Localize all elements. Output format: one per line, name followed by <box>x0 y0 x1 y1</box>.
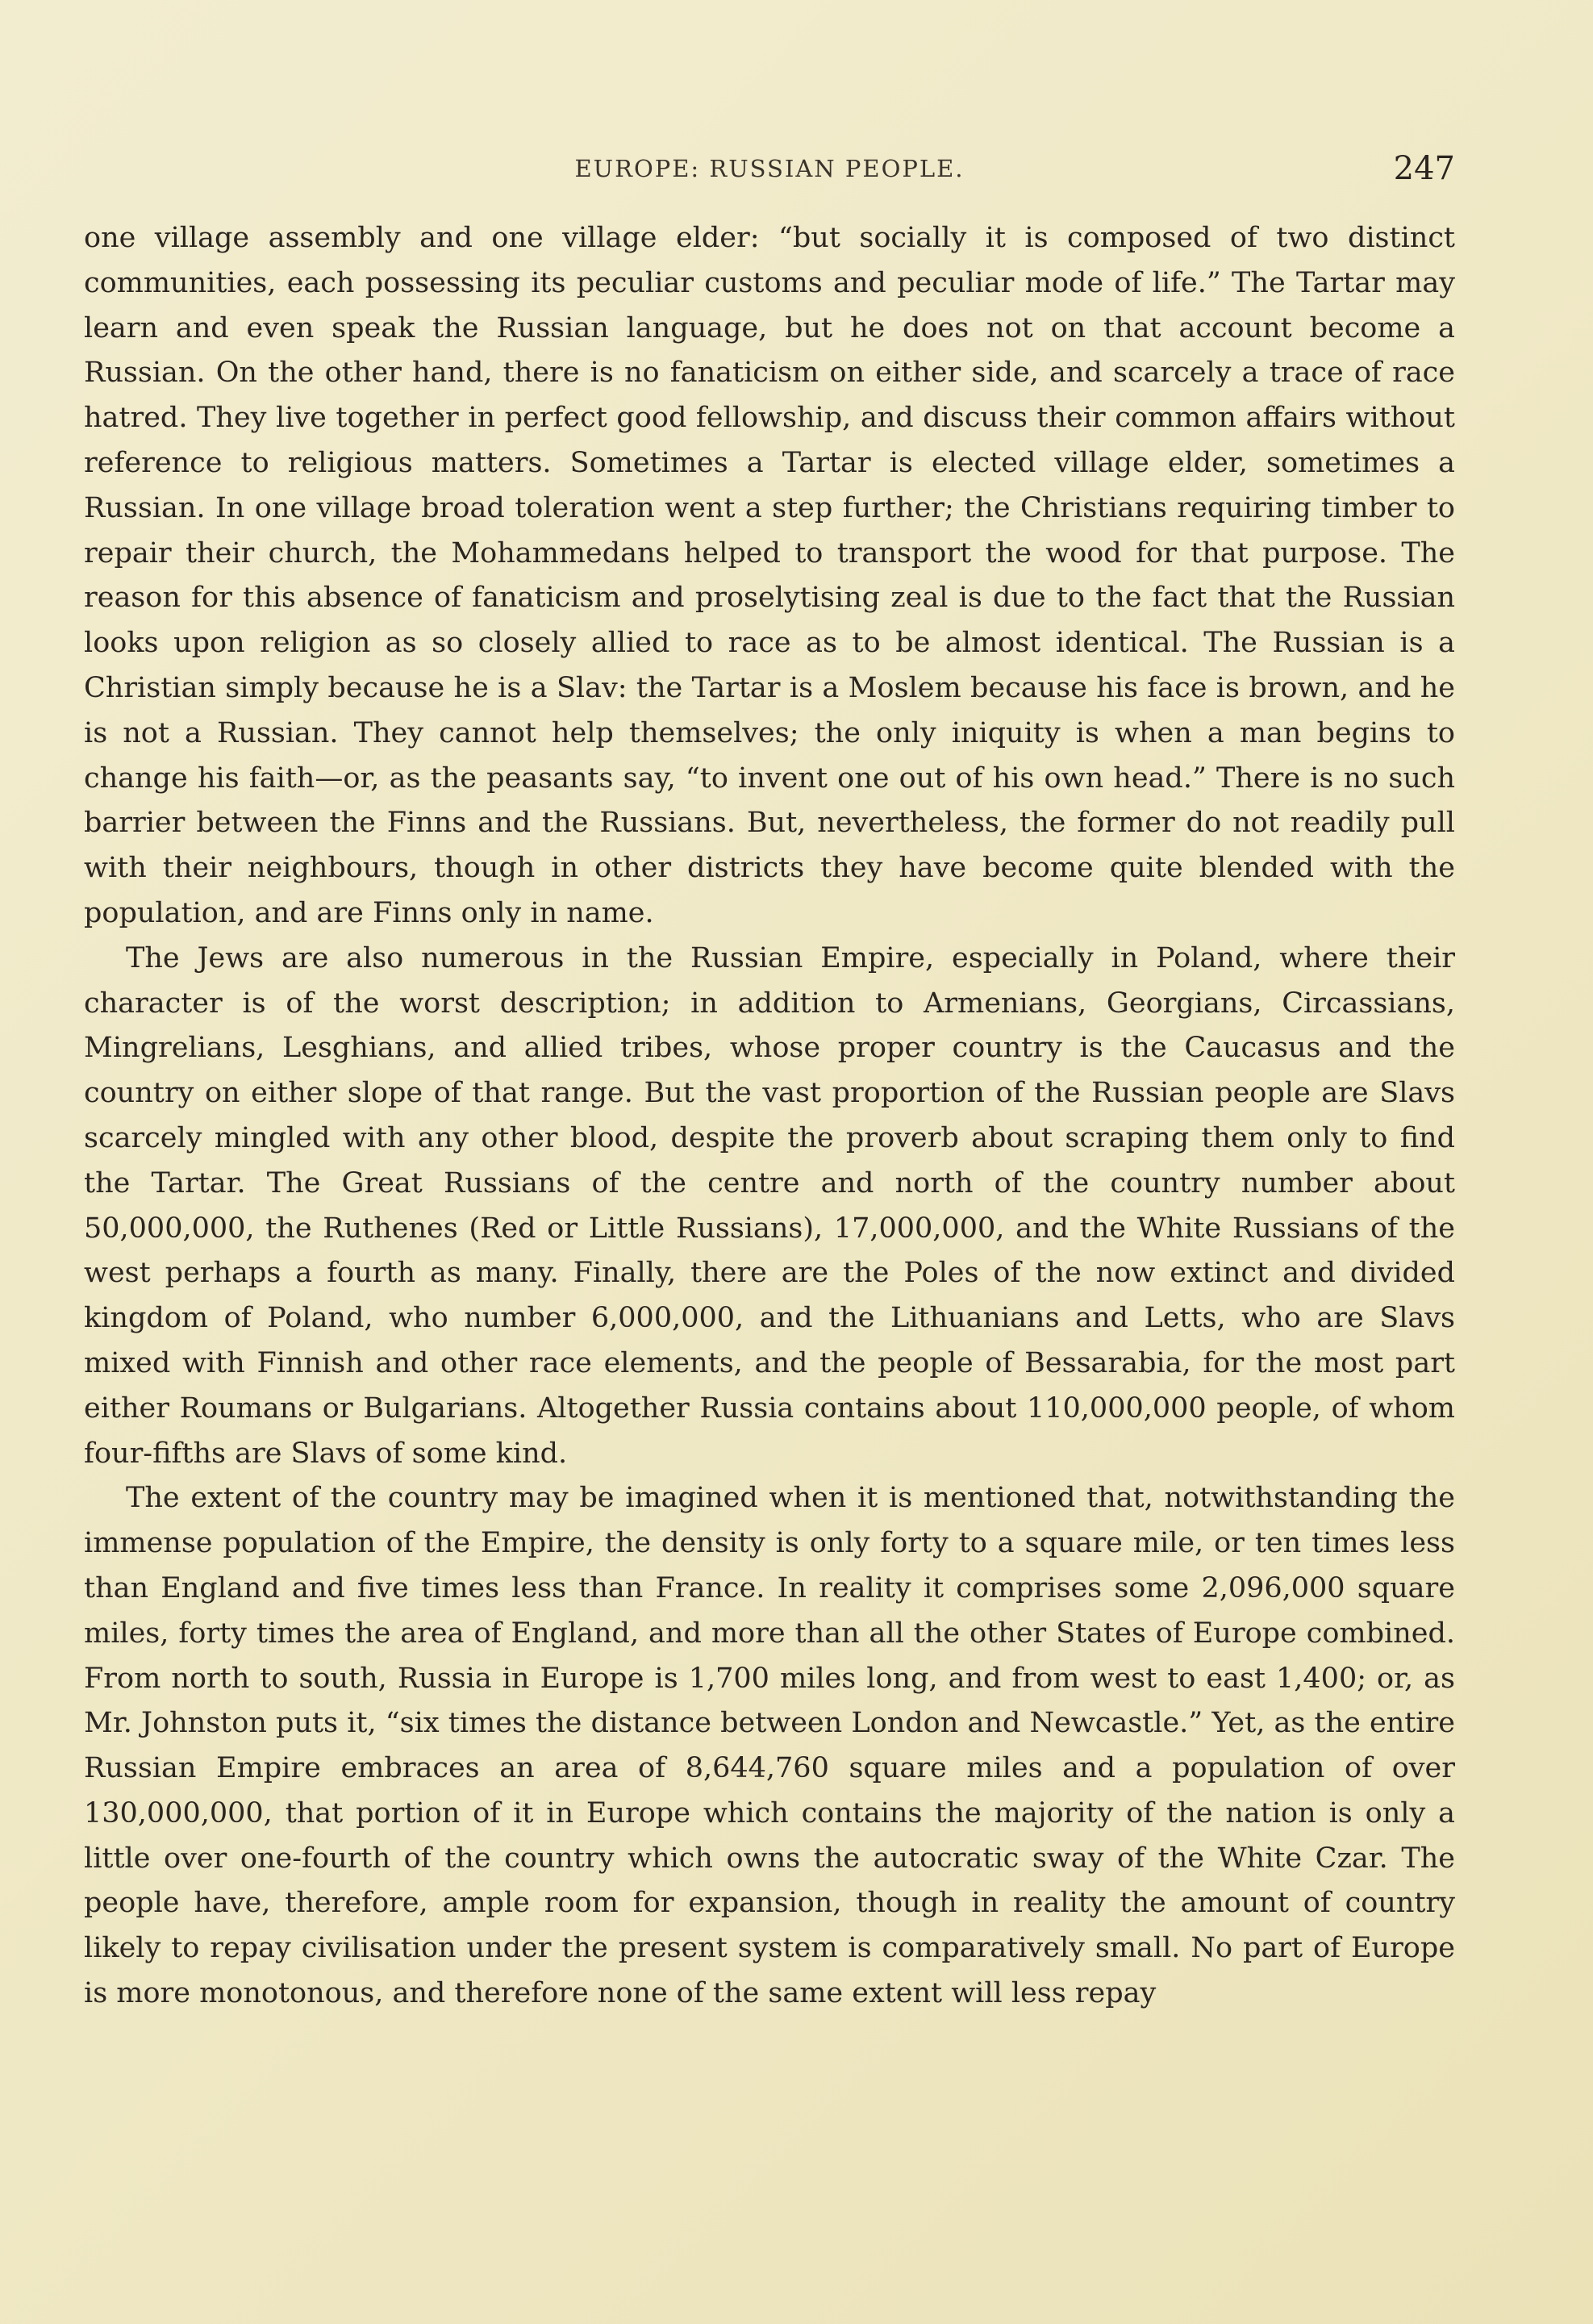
paragraph-continuation: one village assembly and one village elder: “but socially it is composed of two distinct communities, each possessing its peculiar customs and peculiar mode of life.” The Tartar may learn and even speak the Russian language, but he does not on that account become a Russian. On the other hand, there is no fanaticism on either side, and scarcely a trace of race hatred. They live together in perfect good fellowship, and discuss their common affairs without reference to religious matters. Sometimes a Tartar is elected village elder, sometimes a Russian. In one village broad toleration went a step further; the Christians requiring timber to repair their church, the Mohammedans helped to transport the wood for that purpose. The reason for this absence of fanaticism and proselytising zeal is due to the fact that the Russian looks upon religion as so closely allied to race as to be almost identical. The Russian is a Christian simply because he is a Slav: the Tartar is a Moslem because his face is brown, and he is not a Russian. They cannot help themselves; the only iniquity is when a man begins to change his faith—or, as the peasants say, “to invent one out of his own head.” There is no such barrier between the Finns and the Russians. But, nevertheless, the former do not readily pull with their neighbours, though in other districts they have become quite blended with the population, and are Finns only in name. <box>84 222 1455 929</box>
page-number: 247 <box>1393 150 1455 187</box>
book-page <box>84 145 1455 2017</box>
running-header <box>84 145 1455 194</box>
body-text <box>84 216 1455 2017</box>
running-title: EUROPE: RUSSIAN PEOPLE. <box>574 155 965 182</box>
paragraph-extent-of-country: The extent of the country may be imagined when it is mentioned that, notwithstanding the immense population of the Empire, the density is only forty to a square mile, or ten times less than England and five times less than France. In reality it comprises some 2,096,000 square miles, forty times the area of England, and more than all the other States of Europe combined. From north to south, Russia in Europe is 1,700 miles long, and from west to east 1,400; or, as Mr. Johnston puts it, “six times the distance between London and Newcastle.” Yet, as the entire Russian Empire embraces an area of 8,644,760 square miles and a population of over 130,000,000, that portion of it in Europe which contains the majority of the nation is only a little over one-fourth of the country which owns the autocratic sway of the White Czar. The people have, therefore, ample room for expansion, though in reality the amount of country likely to repay civilisation under the present system is comparatively small. No part of Europe is more monotonous, and therefore none of the same extent will less repay <box>84 1482 1455 2010</box>
paragraph-jews-and-slavs: The Jews are also numerous in the Russian Empire, especially in Poland, where their character is of the worst description; in addition to Armenians, Georgians, Circassians, Mingrelians, Lesghians, and allied tribes, whose proper country is the Caucasus and the country on either slope of that range. But the vast proportion of the Russian people are Slavs scarcely mingled with any other blood, despite the proverb about scraping them only to find the Tartar. The Great Russians of the centre and north of the country number about 50,000,000, the Ruthenes (Red or Little Russians), 17,000,000, and the White Russians of the west perhaps a fourth as many. Finally, there are the Poles of the now extinct and divided kingdom of Poland, who number 6,000,000, and the Lithuanians and Letts, who are Slavs mixed with Finnish and other race elements, and the people of Bessarabia, for the most part either Roumans or Bulgarians. Altogether Russia contains about 110,000,000 people, of whom four-fifths are Slavs of some kind. <box>84 941 1455 1470</box>
